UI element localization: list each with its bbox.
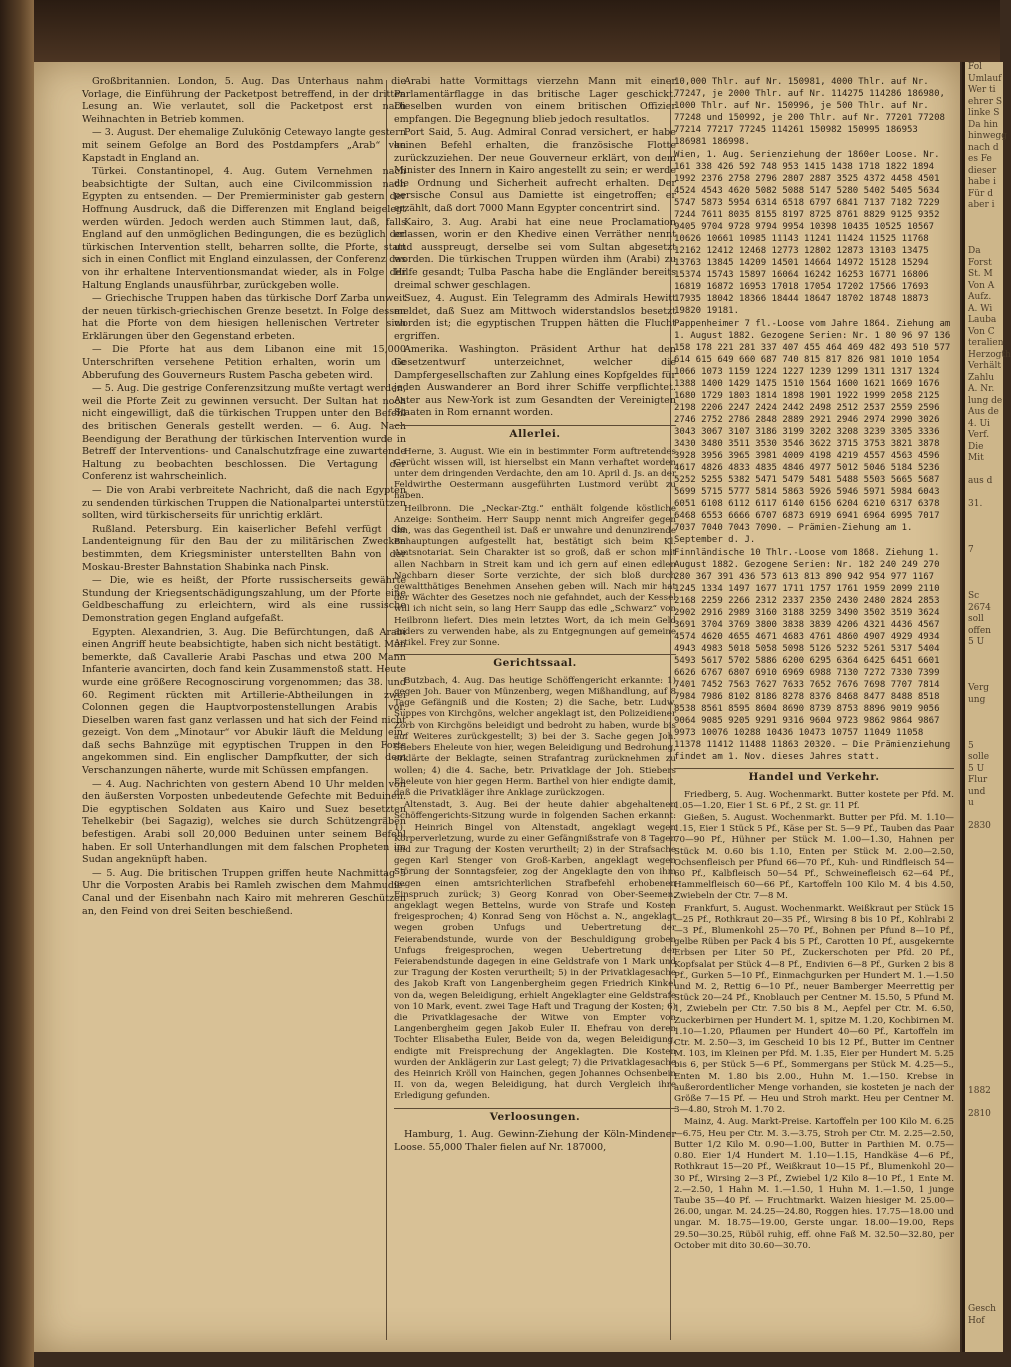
book-edge-top bbox=[0, 0, 1000, 62]
adjacent-page-fragment bbox=[965, 879, 1003, 891]
adjacent-page-fragment: Die bbox=[968, 441, 984, 452]
article-paragraph: — Griechische Truppen haben das türkische Dorf Zarba unweit der neuen türkisch-griechischen Grenze besetzt. In Folge dessen hat die Pforte von dem hiesigen hellenischen Vertreter sich Erklärungen über den Gegenstand erbeten. bbox=[82, 293, 406, 342]
adjacent-page-fragment: Herzogth bbox=[968, 349, 1011, 360]
adjacent-page-fragment bbox=[965, 660, 1003, 672]
column-politics bbox=[82, 76, 406, 1346]
adjacent-page-fragment: es Fe bbox=[968, 154, 992, 164]
adjacent-page-fragment: Mit bbox=[968, 453, 984, 463]
article-paragraph: — Die Pforte hat aus dem Libanon eine mit 15,000 Unterschriften versehene Petition erhalten, worin um die Abberufung des Gouverneurs Rustem Pascha gebeten wird. bbox=[82, 344, 406, 381]
adjacent-page-fragment: aber i bbox=[968, 200, 995, 210]
adjacent-page-fragment: Da bbox=[968, 246, 981, 256]
adjacent-page-fragment bbox=[965, 568, 1003, 580]
adjacent-page-fragment: 2674 bbox=[968, 602, 991, 613]
adjacent-page-fragment bbox=[965, 1120, 1003, 1132]
adjacent-page-fragment bbox=[965, 867, 1003, 879]
adjacent-page-fragment: habe i bbox=[968, 177, 996, 187]
adjacent-page-fragment bbox=[965, 913, 1003, 925]
article-paragraph: Rußland. Petersburg. Ein kaiserlicher Befehl verfügt die Landenteignung für den Bau der zu militärischen Zwecken bestimmten, dem Kriegsminister unterstellten Bahn von der Moskau-Brester Bahnstation Shabinka nach Pinsk. bbox=[82, 523, 406, 573]
adjacent-page-fragment bbox=[965, 810, 1003, 822]
adjacent-page-fragment: nach d bbox=[968, 142, 999, 153]
section-heading-gerichtssaal: Gerichtssaal. bbox=[394, 654, 676, 672]
section-heading-verloosungen: Verloosungen. bbox=[394, 1108, 676, 1126]
adjacent-page-fragment: Lauba bbox=[968, 315, 997, 325]
adjacent-page-fragment bbox=[965, 488, 1003, 500]
article-paragraph: Herne, 3. August. Wie ein in bestimmter Form auftretendes Gerücht wissen will, ist hierselbst ein Mann verhaftet worden unter dem dringenden Verdachte, den am 10. April d. Js. an der Feldwirthe Oestermann ausgeführten Lustmord verübt zu haben. bbox=[394, 446, 676, 502]
article-paragraph: Hamburg, 1. Aug. Gewinn-Ziehung der Köln-Mindener Loose. 55,000 Thaler fielen auf Nr. 187000, bbox=[394, 1129, 676, 1153]
adjacent-page-fragment: u bbox=[968, 798, 974, 808]
adjacent-page-fragment: Gesch bbox=[968, 1304, 996, 1314]
adjacent-page-fragment bbox=[965, 649, 1003, 661]
adjacent-page-fragment: Umlauf bbox=[968, 73, 1002, 84]
adjacent-page-fragment bbox=[965, 1143, 1003, 1155]
market-report: Frankfurt, 5. August. Wochenmarkt. Weißkraut per Stück 15—25 Pf., Rothkraut 20—35 Pf., Wirsing 8 bis 10 Pf., Kohlrabi 2—3 Pf., Blumenkohl 25—70 Pf., Bohnen per Pfund 8—10 Pf., gelbe Rüben per Pack 4 bis 5 Pf., Carotten 10 Pf., ausgekernte Erbsen per Liter 50 Pf., Zuckerschoten per Pfd. 20 Pf., Kopfsalat per Stück 4—8 Pf., Endivien 6—8 Pf., Gurken 2 bis 8 Pf., Gurken 5—10 Pf., Einmachgurken per Hundert M. 1.—1.50 und M. 2, Rettig 6—10 Pf., neuer Bamberger Meerrettig per Stück 20—24 Pf., Knoblauch per Centner M. 15.50, 5 Pfund M. 1, Zwiebeln per Ctr. 7.50 bis 8 M., Aepfel per Ctr. M. 6.50, Zuckerbirnen per Hundert M. 1, spitze M. 1.20, Kochbirnen M. 1.10—1.20, Pflaumen per Hundert 40—60 Pf., Kartoffeln im Ctr. M. 2.50—3, im Gescheid 10 bis 12 Pf., Butter im Centner M. 103, im Kleinen per Pfd. M. 1.35, Eier per Hundert M. 5.25 bis 6, per Stück 5—6 Pf., Sommergans per Stück M. 4.25—5., Enten M. 1.80 bis 2.00., Huhn M. 1.—150. Krebse in außerordentlicher Menge vorhanden, sie kosteten je nach der Größe 7—15 Pf. — Heu und Stroh markt. Heu per Centner M. 3—4.80, Stroh M. 1.70 2. bbox=[674, 903, 954, 1116]
adjacent-page-fragment bbox=[965, 1166, 1003, 1178]
adjacent-page-fragment bbox=[965, 522, 1003, 534]
market-report: Friedberg, 5. Aug. Wochenmarkt. Butter kostete per Pfd. M. 1.05—1.20, Eier 1 St. 6 Pf., 2 St. gr. 11 Pf. bbox=[674, 789, 954, 811]
adjacent-page-fragment bbox=[965, 1201, 1003, 1213]
adjacent-page-fragment: A. Nr. bbox=[968, 384, 995, 394]
adjacent-page-fragment: 5 bbox=[968, 740, 974, 751]
adjacent-page-fragment: 7 bbox=[968, 545, 974, 555]
adjacent-page-fragment: 1882 bbox=[968, 1085, 991, 1096]
adjacent-page-fragment: Verg bbox=[968, 683, 990, 693]
adjacent-page-fragment: Fol bbox=[968, 62, 983, 72]
adjacent-page-fragment: 2810 bbox=[968, 1108, 991, 1119]
adjacent-page-fragment bbox=[965, 1293, 1003, 1305]
adjacent-page-fragment bbox=[965, 844, 1003, 856]
article-paragraph: — 4. Aug. Nachrichten von gestern Abend 10 Uhr melden von den äußersten Vorposten unbedeutende Gefechte mit Beduinen. Die egyptischen Soldaten aus Kairo und Suez besetzten Tehelkebir (bei Sagazig), welches sie durch Schützengräben befestigen. Arabi soll 20,000 Beduinen unter seinem Befehl haben. Er soll Unterhandlungen mit dem falschen Propheten im Sudan angeknüpft haben. bbox=[82, 778, 406, 866]
adjacent-page-fragment: Aufz. bbox=[968, 292, 992, 302]
adjacent-page-fragment: 2830 bbox=[968, 821, 991, 831]
section-heading-allerlei: Allerlei. bbox=[394, 425, 676, 443]
adjacent-page-fragment: Hof bbox=[968, 1315, 985, 1326]
adjacent-page-fragment bbox=[965, 959, 1003, 971]
article-paragraph: Türkei. Constantinopel, 4. Aug. Gutem Vernehmen nach beabsichtigte der Sultan, auch eine Civilcommission nach Egypten zu entsenden. — Der Premierminister gab gestern der Hoffnung Ausdruck, daß die Differenzen mit England beigelegt werden würden. Jedoch werden auch Stimmen laut, daß, falls England auf den unmöglichen Bedingungen, die es bezüglich der türkischen Intervention stellt, beharren sollte, die Pforte, statt sich in einen Conflict mit England einzulassen, der Conferenz das von ihr erhaltene Interventionsmandat wieder, als in Folge der Haltung Englands unausführbar, zurückgeben wolle. bbox=[82, 166, 406, 291]
lottery-numbers: Wien, 1. Aug. Serienziehung der 1860er Loose. Nr. 161 338 426 592 748 953 1415 1438 1718 1822 1894 1992 2376 2758 2796 2807 2887 3525 4372 4458 4501 4524 4543 4620 5082 5088 5147 5280 5402 5405 5634 5747 5873 5954 6314 6518 6797 6841 7137 7182 7229 7244 7611 8035 8155 8197 8725 8761 8829 9125 9352 9405 9704 9728 9794 9954 10398 10435 10525 10567 10626 10661 10985 11143 11241 11424 11525 11768 12162 12412 12468 12773 12802 12873 13103 13475 13763 13845 14209 14501 14664 14972 15128 15294 15374 15743 15897 16064 16242 16253 16771 16806 16819 16872 16953 17018 17054 17202 17566 17693 17935 18042 18366 18444 18647 18702 18748 18873 19820 19181. bbox=[674, 150, 940, 316]
adjacent-page-fragment bbox=[965, 1005, 1003, 1017]
adjacent-page-fragment bbox=[965, 672, 1003, 684]
adjacent-page-fragment: Von A bbox=[968, 280, 995, 291]
adjacent-page-fragment bbox=[965, 1247, 1003, 1259]
adjacent-page-fragment bbox=[965, 1097, 1003, 1109]
article-paragraph: Port Said, 5. Aug. Admiral Conrad versichert, er habe keinen Befehl erhalten, die französische Flotte zurückzuziehen. Der neue Gouverneur erklärt, von dem Minister des Innern in Kairo angestellt zu sein; er werde die Ordnung und Sicherheit aufrecht erhalten. Der persische Consul aus Damiette ist eingetroffen; er erzählt, daß dort 7000 Mann Egypter concentrirt sind. bbox=[394, 127, 676, 214]
adjacent-page-fragment: Zahlu bbox=[968, 372, 995, 383]
adjacent-page-fragment: und bbox=[968, 786, 986, 797]
adjacent-page-fragment bbox=[965, 1281, 1003, 1293]
article-paragraph: — 5. Aug. Die gestrige Conferenzsitzung mußte vertagt werden, weil die Pforte Zeit zu gewinnen versucht. Der Sultan hat noch nicht eingewilligt, daß die türkischen Truppen unter den Befehl des britischen Generals gestellt werden. — 6. Aug. Nach Beendigung der Berathung der türkischen Intervention wurde in Betreff der Interventions- und Canalschutzfrage eine zuwartende Haltung zu beobachten beschlossen. Die Vertagung der Conferenz ist wahrscheinlich. bbox=[82, 383, 406, 483]
adjacent-page-fragment bbox=[965, 1028, 1003, 1040]
adjacent-page-fragment bbox=[965, 1224, 1003, 1236]
article-paragraph: Egypten. Alexandrien, 3. Aug. Die Befürchtungen, daß Arabi einen Angriff heute beabsichtigte, haben sich nicht bestätigt. Man bemerkte, daß Cavallerie Arabi Paschas und etwa 200 Mann Infanterie avancirten, doch fand kein Zusammenstoß statt. Heute wurde eine größere Recognoscirung vorgenommen; das 38. und 60. Regiment rückten mit Artillerie-Abtheilungen in zwei Colonnen gegen die Hauptvorpostenstellungen Arabis vor. Dieselben waren fast ganz verlassen und hat sich der Feind nicht gezeigt. Von dem „Minotaur“ vor Abukir läuft die Meldung ein, daß sechs Bahnzüge mit egyptischen Truppen in den Forts angekommen sind. Ein englischer Dampfkutter, der sich dem Verschanzungen näherte, wurde mit Schüssen empfangen. bbox=[82, 626, 406, 777]
article-paragraph: Suez, 4. August. Ein Telegramm des Admirals Hewitt meldet, daß Suez am Mittwoch widerstandslos besetzt worden ist; die egyptischen Truppen hätten die Flucht ergriffen. bbox=[394, 293, 676, 342]
adjacent-page-edge bbox=[962, 62, 1011, 1352]
adjacent-page-fragment: Aus de bbox=[968, 407, 999, 417]
adjacent-page-fragment: 4. Ui bbox=[968, 418, 990, 429]
adjacent-page-fragment bbox=[965, 856, 1003, 868]
adjacent-page-fragment bbox=[965, 212, 1003, 224]
adjacent-page-fragment: aus d bbox=[968, 476, 993, 486]
adjacent-page-fragment: 31. bbox=[968, 499, 983, 509]
adjacent-page-fragment bbox=[965, 1040, 1003, 1052]
section-heading-handel: Handel und Verkehr. bbox=[674, 768, 954, 786]
adjacent-page-fragment: Von C bbox=[968, 326, 995, 337]
adjacent-page-fragment bbox=[965, 1017, 1003, 1029]
adjacent-page-fragment bbox=[965, 1178, 1003, 1190]
adjacent-page-fragment bbox=[965, 1063, 1003, 1075]
adjacent-page-fragment: Verhält bbox=[968, 361, 1001, 371]
article-paragraph: — Die von Arabi verbreitete Nachricht, daß die nach Egypten zu sendenden türkischen Truppen die Nationalpartei unterstützen sollten, wird türkischerseits für unrichtig erklärt. bbox=[82, 485, 406, 522]
lottery-numbers: Finnländische 10 Thlr.-Loose vom 1868. Ziehung 1. August 1882. Gezogene Serien: Nr. 182 240 249 270 280 367 391 436 573 613 813 890 942 954 977 1167 1245 1334 1497 1677 1711 1757 1761 1959 2099 2110 2168 2259 2266 2312 2337 2350 2430 2480 2824 2853 2902 2916 2989 3160 3188 3259 3490 3502 3519 3624 3691 3704 3769 3800 3838 3839 4206 4321 4436 4567 4574 4620 4655 4671 4683 4761 4860 4907 4929 4934 4943 4983 5018 5058 5098 5126 5232 5261 5317 5404 5493 5617 5702 5886 6200 6295 6364 6425 6451 6601 6626 6767 6807 6910 6969 6988 7130 7272 7330 7399 7401 7452 7563 7627 7633 7652 7676 7698 7707 7814 7984 7986 8102 8186 8278 8376 8468 8477 8488 8518 8538 8561 8595 8604 8690 8739 8753 8896 9019 9056 9064 9085 9205 9291 9316 9604 9723 9862 9864 9867 9973 10076 10288 10436 10473 10757 11049 11058 11378 11412 11488 11863 20320. — Die Prämienziehung findet am 1. Nov. dieses Jahres statt. bbox=[674, 548, 951, 762]
market-report: Gießen, 5. August. Wochenmarkt. Butter per Pfd. M. 1.10—1.15, Eier 1 Stück 5 Pf., Käse per St. 5—9 Pf., Tauben das Paar 70—90 Pf., Hühner per Stück M. 1.00—1.30, Hahnen per Stück M. 0.60 bis 1.10, Enten per Stück M. 2.00—2.50, Ochsenfleisch per Pfund 66—70 Pf., Kuh- und Rindfleisch 54—60 Pf., Kalbfleisch 50—54 Pf., Schweinefleisch 62—64 Pf., Hammelfleisch 60—66 Pf., Kartoffeln 100 Kilo M. 4 bis 4.50, Zwiebeln der Ctr. 7—8 M. bbox=[674, 813, 954, 902]
adjacent-page-fragment bbox=[965, 890, 1003, 902]
adjacent-page-fragment bbox=[965, 1235, 1003, 1247]
adjacent-page-fragment bbox=[965, 706, 1003, 718]
adjacent-page-fragment: teralien bbox=[968, 338, 1004, 348]
adjacent-page-fragment: Wer ti bbox=[968, 85, 996, 95]
book-binding bbox=[0, 0, 34, 1367]
adjacent-page-fragment bbox=[965, 534, 1003, 546]
adjacent-page-fragment: soll bbox=[968, 614, 984, 624]
adjacent-page-fragment bbox=[965, 1212, 1003, 1224]
adjacent-page-fragment: 5 U bbox=[968, 637, 985, 647]
adjacent-page-fragment: hinwegg bbox=[968, 131, 1008, 141]
adjacent-page-fragment bbox=[965, 833, 1003, 845]
adjacent-page-fragment bbox=[965, 1155, 1003, 1167]
column-news bbox=[394, 76, 676, 1346]
newspaper-page bbox=[34, 62, 960, 1352]
article-paragraph: Butzbach, 4. Aug. Das heutige Schöffengericht erkannte: 1) gegen Joh. Bauer von Münzenberg, wegen Mißhandlung, auf 8 Tage Gefängniß und die Kosten; 2) die Sache, betr. Ludw. Suppes von Kirchgöns, welcher angeklagt ist, den Polizeidiener Zörb von Kirchgöns beleidigt und bedroht zu haben, wurde bis auf Weiteres zurückgestellt; 3) bei der 3. Sache gegen Joh. Stiebers Eheleute von hier, wegen Beleidigung und Bedrohung, erklärte der Beklagte, seinen Strafantrag zurücknehmen zu wollen; 4) die 4. Sache, betr. Privatklage der Joh. Stiebers Eheleute von hier gegen Herm. Barthel von hier endigte damit, daß die Privatkläger ihre Anklage zurückzogen. bbox=[394, 675, 676, 798]
article-paragraph: Arabi hatte Vormittags vierzehn Mann mit einer Parlamentärflagge in das britische Lager geschickt. Dieselben wurden von einem britischen Offizier empfangen. Die Begegnung blieb jedoch resultatlos. bbox=[394, 76, 676, 125]
article-paragraph: Großbritannien. London, 5. Aug. Das Unterhaus nahm die Vorlage, die Einführung der Packetpost betreffend, in der dritten Lesung an. Wie verlautet, soll die Packetpost erst nach Weihnachten in Betrieb kommen. bbox=[82, 76, 406, 125]
article-paragraph: — 3. August. Der ehemalige Zulukönig Cetewayo langte gestern mit seinem Gefolge an Bord des Postdampfers „Arab“ von Kapstadt in England an. bbox=[82, 127, 406, 164]
adjacent-page-fragment bbox=[965, 223, 1003, 235]
adjacent-page-fragment bbox=[965, 902, 1003, 914]
adjacent-page-fragment: 5 U bbox=[968, 763, 985, 774]
adjacent-page-fragment: offen bbox=[968, 625, 991, 636]
adjacent-page-fragment bbox=[965, 948, 1003, 960]
adjacent-page-fragment bbox=[965, 465, 1003, 477]
adjacent-page-fragment: dieser bbox=[968, 165, 997, 176]
adjacent-page-fragment: lung de bbox=[968, 395, 1003, 406]
column-lotteries-market bbox=[674, 76, 954, 1346]
adjacent-page-fragment bbox=[965, 557, 1003, 569]
article-paragraph: Kairo, 3. Aug. Arabi hat eine neue Proclamation erlassen, worin er den Khedive einen Verräther nennt und ausspreugt, derselbe sei vom Sultan abgesetzt worden. Die türkischen Truppen würden ihm (Arabi) zu Hilfe gesandt; Tulba Pascha habe die Engländer bereits dreimal schwer geschlagen. bbox=[394, 216, 676, 291]
adjacent-page-fragment: ehrer S bbox=[968, 96, 1003, 107]
adjacent-page-fragment: Verf. bbox=[968, 430, 990, 440]
adjacent-page-fragment: Sc bbox=[968, 591, 980, 601]
adjacent-page-fragment: solle bbox=[968, 752, 990, 762]
adjacent-page-fragment bbox=[965, 1132, 1003, 1144]
adjacent-page-fragment bbox=[965, 994, 1003, 1006]
adjacent-page-fragment bbox=[965, 982, 1003, 994]
lottery-numbers: Pappenheimer 7 fl.-Loose vom Jahre 1864. Ziehung am 1. August 1882. Gezogene Serien: Nr. 1 80 96 97 136 158 178 221 281 337 407 455 464 469 482 493 510 577 614 615 649 660 687 740 815 817 826 981 1010 1054 1066 1073 1159 1224 1227 1239 1299 1311 1317 1324 1388 1400 1429 1475 1510 1564 1600 1621 1669 1676 1680 1729 1803 1814 1898 1901 1922 1999 2058 2125 2198 2206 2247 2424 2442 2498 2512 2537 2559 2596 2746 2752 2786 2848 2889 2921 2946 2974 2990 3026 3043 3067 3107 3186 3199 3202 3208 3239 3305 3336 3430 3480 3511 3530 3546 3622 3715 3753 3821 3878 3928 3956 3965 3981 4009 4198 4219 4557 4563 4596 4617 4826 4833 4835 4846 4977 5012 5046 5184 5236 5252 5255 5382 5471 5479 5481 5488 5503 5665 5687 5699 5715 5777 5814 5863 5926 5946 5971 5984 6043 6051 6108 6112 6117 6140 6156 6204 6210 6317 6378 6468 6553 6666 6707 6873 6919 6941 6964 6995 7017 7037 7040 7043 7090. — Prämien-Ziehung am 1. September d. J. bbox=[674, 319, 951, 545]
adjacent-page-fragment bbox=[965, 971, 1003, 983]
adjacent-page-fragment bbox=[965, 580, 1003, 592]
adjacent-page-fragment bbox=[965, 511, 1003, 523]
adjacent-page-fragment bbox=[965, 729, 1003, 741]
adjacent-page-fragment bbox=[965, 1051, 1003, 1063]
adjacent-page-fragment: ung bbox=[968, 694, 986, 705]
adjacent-page-fragment: linke S bbox=[968, 108, 1000, 118]
article-paragraph: — Die, wie es heißt, der Pforte russischerseits gewährte Stundung der Kriegsentschädigungszahlung, um der Pforte eine Geldbeschaffung zu erleichtern, wird als eine russische Demonstration gegen England aufgefaßt. bbox=[82, 575, 406, 624]
adjacent-page-fragment: Forst bbox=[968, 257, 992, 268]
adjacent-page-fragment: Da hin bbox=[968, 119, 998, 130]
adjacent-page-fragment bbox=[965, 235, 1003, 247]
adjacent-page-fragment bbox=[965, 1189, 1003, 1201]
adjacent-page-fragment: St. M bbox=[968, 269, 993, 279]
adjacent-page-fragment: Für d bbox=[968, 188, 993, 199]
adjacent-page-fragment bbox=[965, 925, 1003, 937]
article-paragraph: Heilbronn. Die „Neckar-Ztg.“ enthält folgende köstliche Anzeige: Sontheim. Herr Saupp nennt mich Angreifer gegen ihn, was das Gegentheil ist. Daß er unwahre und denunzirende Behauptungen aufgestellt hat, bestätigt sich beim Kl. Amtsnotariat. Sein Charakter ist so groß, daß er schon mit allen Nachbarn in Streit kam und ich gern auf einen edlen Nachbarn dieser Sorte verzichte, der sich bloß durch gewaltthätiges Benehmen Ansehen geben will. Nach mir hat der Wächter des Gesetzes noch nie gefahndet, auch der Kessel will ich nicht sein, so lang Herr Saupp das edle „Schwarz“ von Heilbronn liefert. Dies mein letztes Wort, da ich mein Geld anders zu verwenden habe, als zu Entgegnungen auf gemeine Artikel. Frey zur Sonne. bbox=[394, 503, 676, 649]
article-paragraph: Amerika. Washington. Präsident Arthur hat den Gesetzentwurf unterzeichnet, welcher die Dampfergesellschaften zur Zahlung eines Kopfgeldes für jeden Auswanderer an Bord ihrer Schiffe verpflichtet. Aster aus New-York ist zum Gesandten der Vereinigten Staaten in Rom ernannt worden. bbox=[394, 344, 676, 419]
adjacent-page-fragment bbox=[965, 1258, 1003, 1270]
adjacent-page-fragment bbox=[965, 1074, 1003, 1086]
market-report: Mainz, 4. Aug. Markt-Preise. Kartoffeln per 100 Kilo M. 6.25—6.75, Heu per Ctr. M. 3.—3.75, Stroh per Ctr. M. 2.25—2.50, Butter 1/2 Kilo M. 0.90—1.00, Butter in Parthien M. 0.75—0.80. Eier 1/4 Hundert M. 1.10—1.15, Handkäse 4—6 Pf., Rothkraut 15—20 Pf., Weißkraut 10—15 Pf., Blumenkohl 20—30 Pf., Wirsing 2—3 Pf., Zwiebel 1/2 Kilo 8—10 Pf., 1 Ente M. 2.—2.50, 1 Hahn M. 1.—1.50, 1 Huhn M. 1.—1.50, 1 junge Taube 35—40 Pf. — Fruchtmarkt. Waizen hiesiger M. 25.00—26.00, ungar. M. 24.25—24.80, Roggen hies. 17.75—18.00 und ungar. M. 18.75—19.00, Gerste ungar. 18.00—19.00, Reps 29.50—30.25, Rüböl ruhig, eff. ohne Faß M. 32.50—32.80, per October mit dito 30.60—30.70. bbox=[674, 1117, 954, 1251]
adjacent-page-fragment bbox=[965, 718, 1003, 730]
article-paragraph: — 5. Aug. Die britischen Truppen griffen heute Nachmittag 5 Uhr die Vorposten Arabis bei Ramleh zwischen dem Mahmudie-Canal und der Eisenbahn nach Kairo mit mehreren Geschützen an, den Feind von drei Seiten beschießend. bbox=[82, 867, 406, 917]
adjacent-page-fragment: A. Wi bbox=[968, 303, 993, 314]
adjacent-page-fragment bbox=[965, 1270, 1003, 1282]
lottery-numbers: 10,000 Thlr. auf Nr. 150981, 4000 Thlr. auf Nr. 77247, je 2000 Thlr. auf Nr. 114275 114286 186980, 1000 Thlr. auf Nr. 150996, je 500 Thlr. auf Nr. 77248 und 150992, je 200 Thlr. auf Nr. 77201 77208 77214 77217 77245 114261 150982 150995 186953 186981 186998. bbox=[674, 77, 945, 147]
adjacent-page-fragment: Flur bbox=[968, 775, 988, 785]
adjacent-page-fragment bbox=[965, 936, 1003, 948]
article-paragraph: Altenstadt, 3. Aug. Bei der heute dahier abgehaltenen Schöffengerichts-Sitzung wurde in folgenden Sachen erkannt: 1) Heinrich Bingel von Altenstadt, angeklagt wegen Körperverletzung, wurde zu einer Gefängnißstrafe von 8 Tagen und zur Tragung der Kosten verurtheilt; 2) in der Strafsache gegen Karl Stenger von Groß-Karben, angeklagt wegen Störung der Sonntagsfeier, zog der Angeklagte den von ihm gegen einen amtsrichterlichen Strafbefehl erhobenen Einspruch zurück; 3) Georg Konrad von Ober-Seemen, angeklagt wegen Bettelns, wurde von Strafe und Kosten freigesprochen; 4) Konrad Seng von Höchst a. N., angeklagt wegen groben Unfugs und Uebertretung der Feierabendstunde, wurde von der Beschuldigung groben Unfugs freigesprochen, wegen Uebertretung der Feierabendstunde dagegen in eine Geldstrafe von 1 Mark und zur Tragung der Kosten verurtheilt; 5) in der Privatklagesache des Jakob Kraft von Langenbergheim gegen Friedrich Kinkel von da, wegen Beleidigung, erhielt Angeklagter eine Geldstrafe von 10 Mark, event. zwei Tage Haft und Tragung der Kosten; 6) die Privatklagesache der Witwe von Empter von Langenbergheim gegen Jakob Euler II. Ehefrau von deren Tochter Elisabetha Euler, Beide von da, wegen Beleidigung, endigte mit Freisprechung der Angeklagten. Die Kosten wurden der Anklägerin zur Last gelegt; 7) die Privatklagesache des Heinrich Kröll von Hainchen, gegen Johannes Ochsenbein II. von da, wegen Beleidigung, hat durch Vergleich ihre Erledigung gefunden. bbox=[394, 800, 676, 1102]
